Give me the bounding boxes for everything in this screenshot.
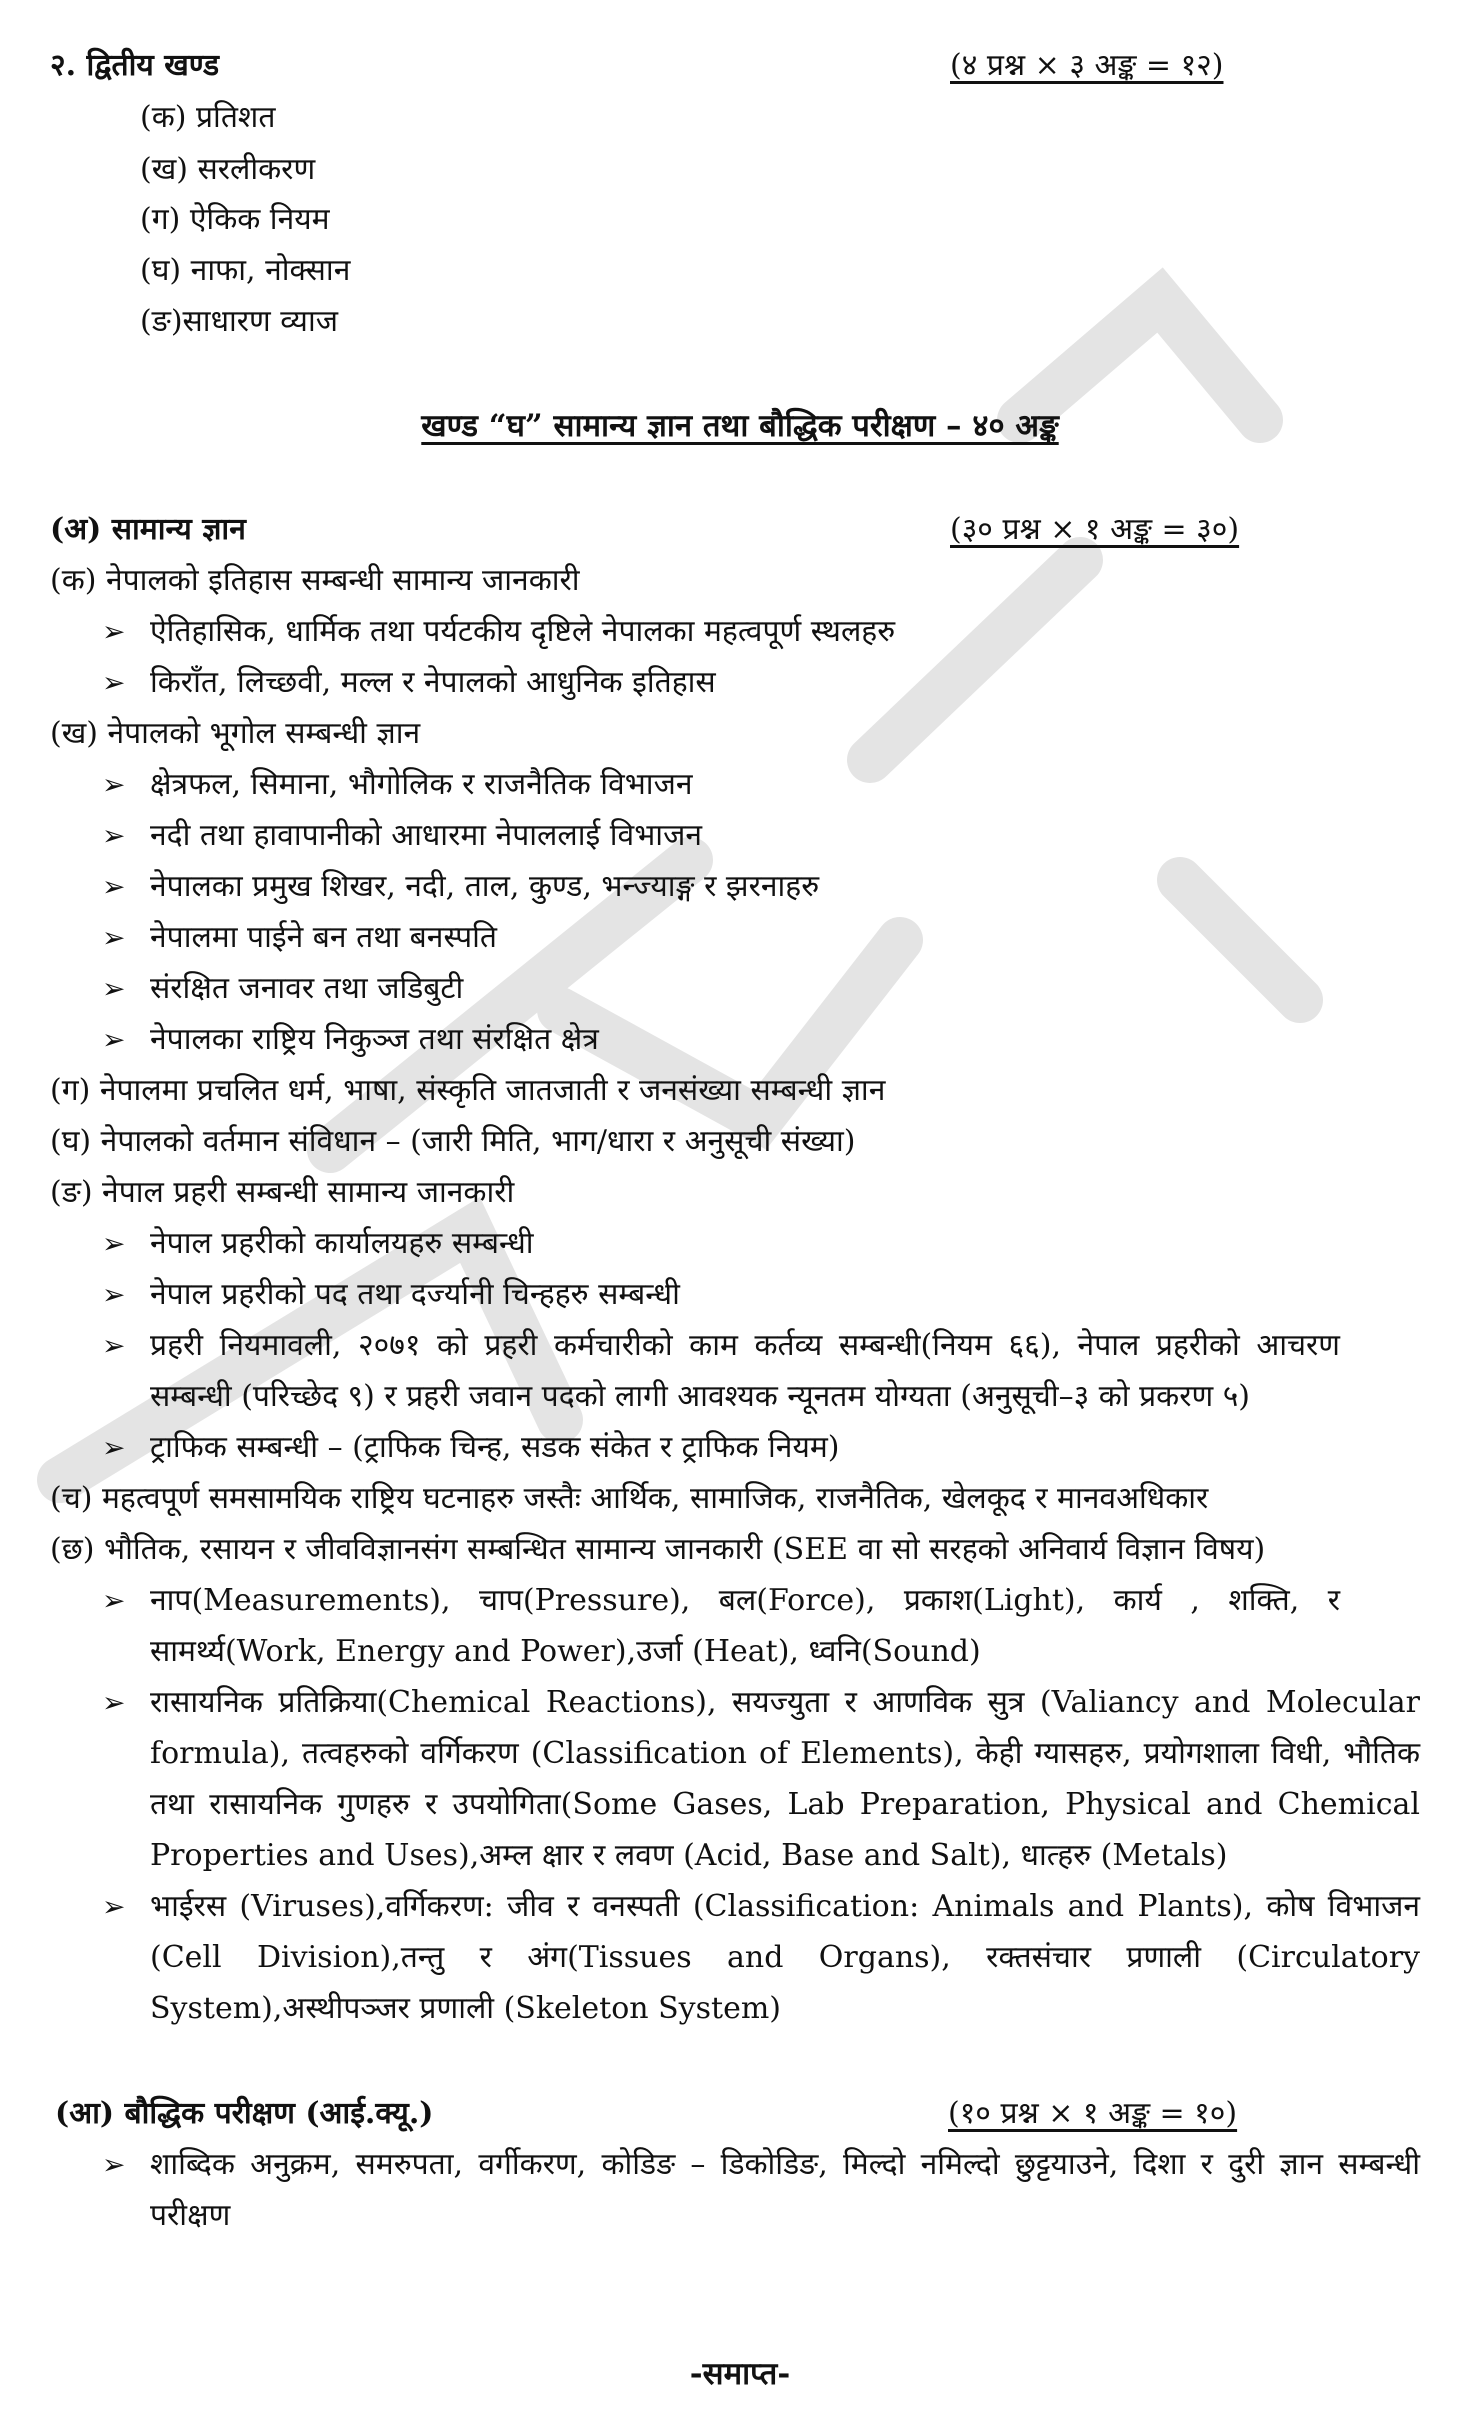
topic-cha: (च) महत्वपूर्ण समसामयिक राष्ट्रिय घटनाहरु जस्तैः आर्थिक, सामाजिक, राजनैतिक, खेलकूद र मानवअधिकार bbox=[50, 1481, 1209, 1516]
general-heading: (अ) सामान्य ज्ञान bbox=[50, 512, 246, 547]
bullet-icon: ➢ bbox=[102, 1890, 126, 1923]
bullet-icon: ➢ bbox=[102, 2148, 126, 2181]
bullet-icon: ➢ bbox=[102, 615, 126, 648]
list-item: भाईरस (Viruses),वर्गिकरण: जीव र वनस्पती (Classification: Animals and Plants), कोष विभाजन (Cell Division),तन्तु र अंग(Tissues and Organs), रक्तसंचार प्रणाली (Circulatory System),अस्थीपञ्जर प्रणाली (Skeleton System) bbox=[150, 1889, 1420, 2026]
part2-item: (घ) नाफा, नोक्सान bbox=[140, 253, 351, 288]
list-item: संरक्षित जनावर तथा जडिबुटी bbox=[150, 971, 464, 1006]
topic-ga: (ग) नेपालमा प्रचलित धर्म, भाषा, संस्कृति जातजाती र जनसंख्या सम्बन्धी ज्ञान bbox=[50, 1073, 886, 1108]
bullet-icon: ➢ bbox=[102, 1227, 126, 1260]
topic-ka: (क) नेपालको इतिहास सम्बन्धी सामान्य जानकारी bbox=[50, 563, 580, 598]
section-title: खण्ड “घ” सामान्य ज्ञान तथा बौद्धिक परीक्षण – ४० अङ्क bbox=[421, 408, 1059, 444]
part2-item: (ख) सरलीकरण bbox=[140, 152, 316, 187]
bullet-icon: ➢ bbox=[102, 870, 126, 903]
bullet-icon: ➢ bbox=[102, 666, 126, 699]
part2-item: (ग) ऐकिक नियम bbox=[140, 202, 330, 237]
bullet-icon: ➢ bbox=[102, 1431, 126, 1464]
bullet-icon: ➢ bbox=[102, 1686, 126, 1719]
part2-heading: २. द्वितीय खण्ड bbox=[50, 48, 220, 83]
topic-nga: (ङ) नेपाल प्रहरी सम्बन्धी सामान्य जानकारी bbox=[50, 1175, 515, 1210]
topic-chha: (छ) भौतिक, रसायन र जीवविज्ञानसंग सम्बन्धित सामान्य जानकारी (SEE वा सो सरहको अनिवार्य विज्ञान विषय) bbox=[50, 1532, 1266, 1567]
list-item: किराँत, लिच्छवी, मल्ल र नेपालको आधुनिक इतिहास bbox=[150, 665, 716, 700]
list-item: नदी तथा हावापानीको आधारमा नेपाललाई विभाजन bbox=[150, 818, 702, 853]
part2-item: (ङ)साधारण व्याज bbox=[140, 304, 338, 339]
topic-gha: (घ) नेपालको वर्तमान संविधान – (जारी मिति, भाग/धारा र अनुसूची संख्या) bbox=[50, 1124, 856, 1159]
list-item: ऐतिहासिक, धार्मिक तथा पर्यटकीय दृष्टिले नेपालका महत्वपूर्ण स्थलहरु bbox=[150, 614, 896, 649]
bullet-icon: ➢ bbox=[102, 819, 126, 852]
part2-item: (क) प्रतिशत bbox=[140, 100, 276, 135]
list-item: प्रहरी नियमावली, २०७१ को प्रहरी कर्मचारीको काम कर्तव्य सम्बन्धी(नियम ६६), नेपाल प्रहरीको आचरण सम्बन्धी (परिच्छेद ९) र प्रहरी जवान पदको लागी आवश्यक न्यूनतम योग्यता (अनुसूची–३ को प्रकरण ५) bbox=[150, 1328, 1340, 1414]
list-item: रासायनिक प्रतिक्रिया(Chemical Reactions), सयज्युता र आणविक सुत्र (Valiancy and Molecular formula), तत्वहरुको वर्गिकरण (Classification of Elements), केही ग्यासहरु, प्रयोगशाला विधी, भौतिक तथा रासायनिक गुणहरु र उपयोगिता(Some Gases, Lab Preparation, Physical and Chemical Properties and Uses),अम्ल क्षार र लवण (Acid, Base and Salt), धात्हरु (Metals) bbox=[150, 1685, 1420, 1873]
topic-kha: (ख) नेपालको भूगोल सम्बन्धी ज्ञान bbox=[50, 716, 421, 751]
list-item: शाब्दिक अनुक्रम, समरुपता, वर्गीकरण, कोडिङ – डिकोडिङ, मिल्दो नमिल्दो छुट्टयाउने, दिशा र दुरी ज्ञान सम्बन्धी परीक्षण bbox=[150, 2147, 1420, 2233]
bullet-icon: ➢ bbox=[102, 768, 126, 801]
list-item: नेपाल प्रहरीको पद तथा दर्ज्यानी चिन्हहरु सम्बन्धी bbox=[150, 1277, 680, 1312]
footer-end-mark: -समाप्त- bbox=[689, 2356, 791, 2392]
bullet-icon: ➢ bbox=[102, 1329, 126, 1362]
bullet-icon: ➢ bbox=[102, 1023, 126, 1056]
list-item: नाप(Measurements), चाप(Pressure), बल(Force), प्रकाश(Light), कार्य , शक्ति, र सामर्थ्य(Work, Energy and Power),उर्जा (Heat), ध्वनि(Sound) bbox=[150, 1583, 1340, 1669]
general-marks: (३० प्रश्न × १ अङ्क = ३०) bbox=[950, 512, 1240, 547]
bullet-icon: ➢ bbox=[102, 972, 126, 1005]
list-item: नेपालका प्रमुख शिखर, नदी, ताल, कुण्ड, भन्ज्याङ्ग र झरनाहरु bbox=[150, 869, 820, 904]
list-item: ट्राफिक सम्बन्धी – (ट्राफिक चिन्ह, सडक संकेत र ट्राफिक नियम) bbox=[150, 1430, 840, 1465]
bullet-icon: ➢ bbox=[102, 1584, 126, 1617]
iq-marks: (१० प्रश्न × १ अङ्क = १०) bbox=[948, 2096, 1238, 2131]
list-item: नेपालका राष्ट्रिय निकुञ्ज तथा संरक्षित क्षेत्र bbox=[150, 1022, 599, 1057]
bullet-icon: ➢ bbox=[102, 921, 126, 954]
list-item: क्षेत्रफल, सिमाना, भौगोलिक र राजनैतिक विभाजन bbox=[150, 767, 693, 802]
bullet-icon: ➢ bbox=[102, 1278, 126, 1311]
part2-marks: (४ प्रश्न × ३ अङ्क = १२) bbox=[950, 48, 1224, 83]
iq-heading: (आ) बौद्धिक परीक्षण (आई.क्यू.) bbox=[55, 2096, 434, 2131]
list-item: नेपाल प्रहरीको कार्यालयहरु सम्बन्धी bbox=[150, 1226, 534, 1261]
list-item: नेपालमा पाईने बन तथा बनस्पति bbox=[150, 920, 498, 955]
